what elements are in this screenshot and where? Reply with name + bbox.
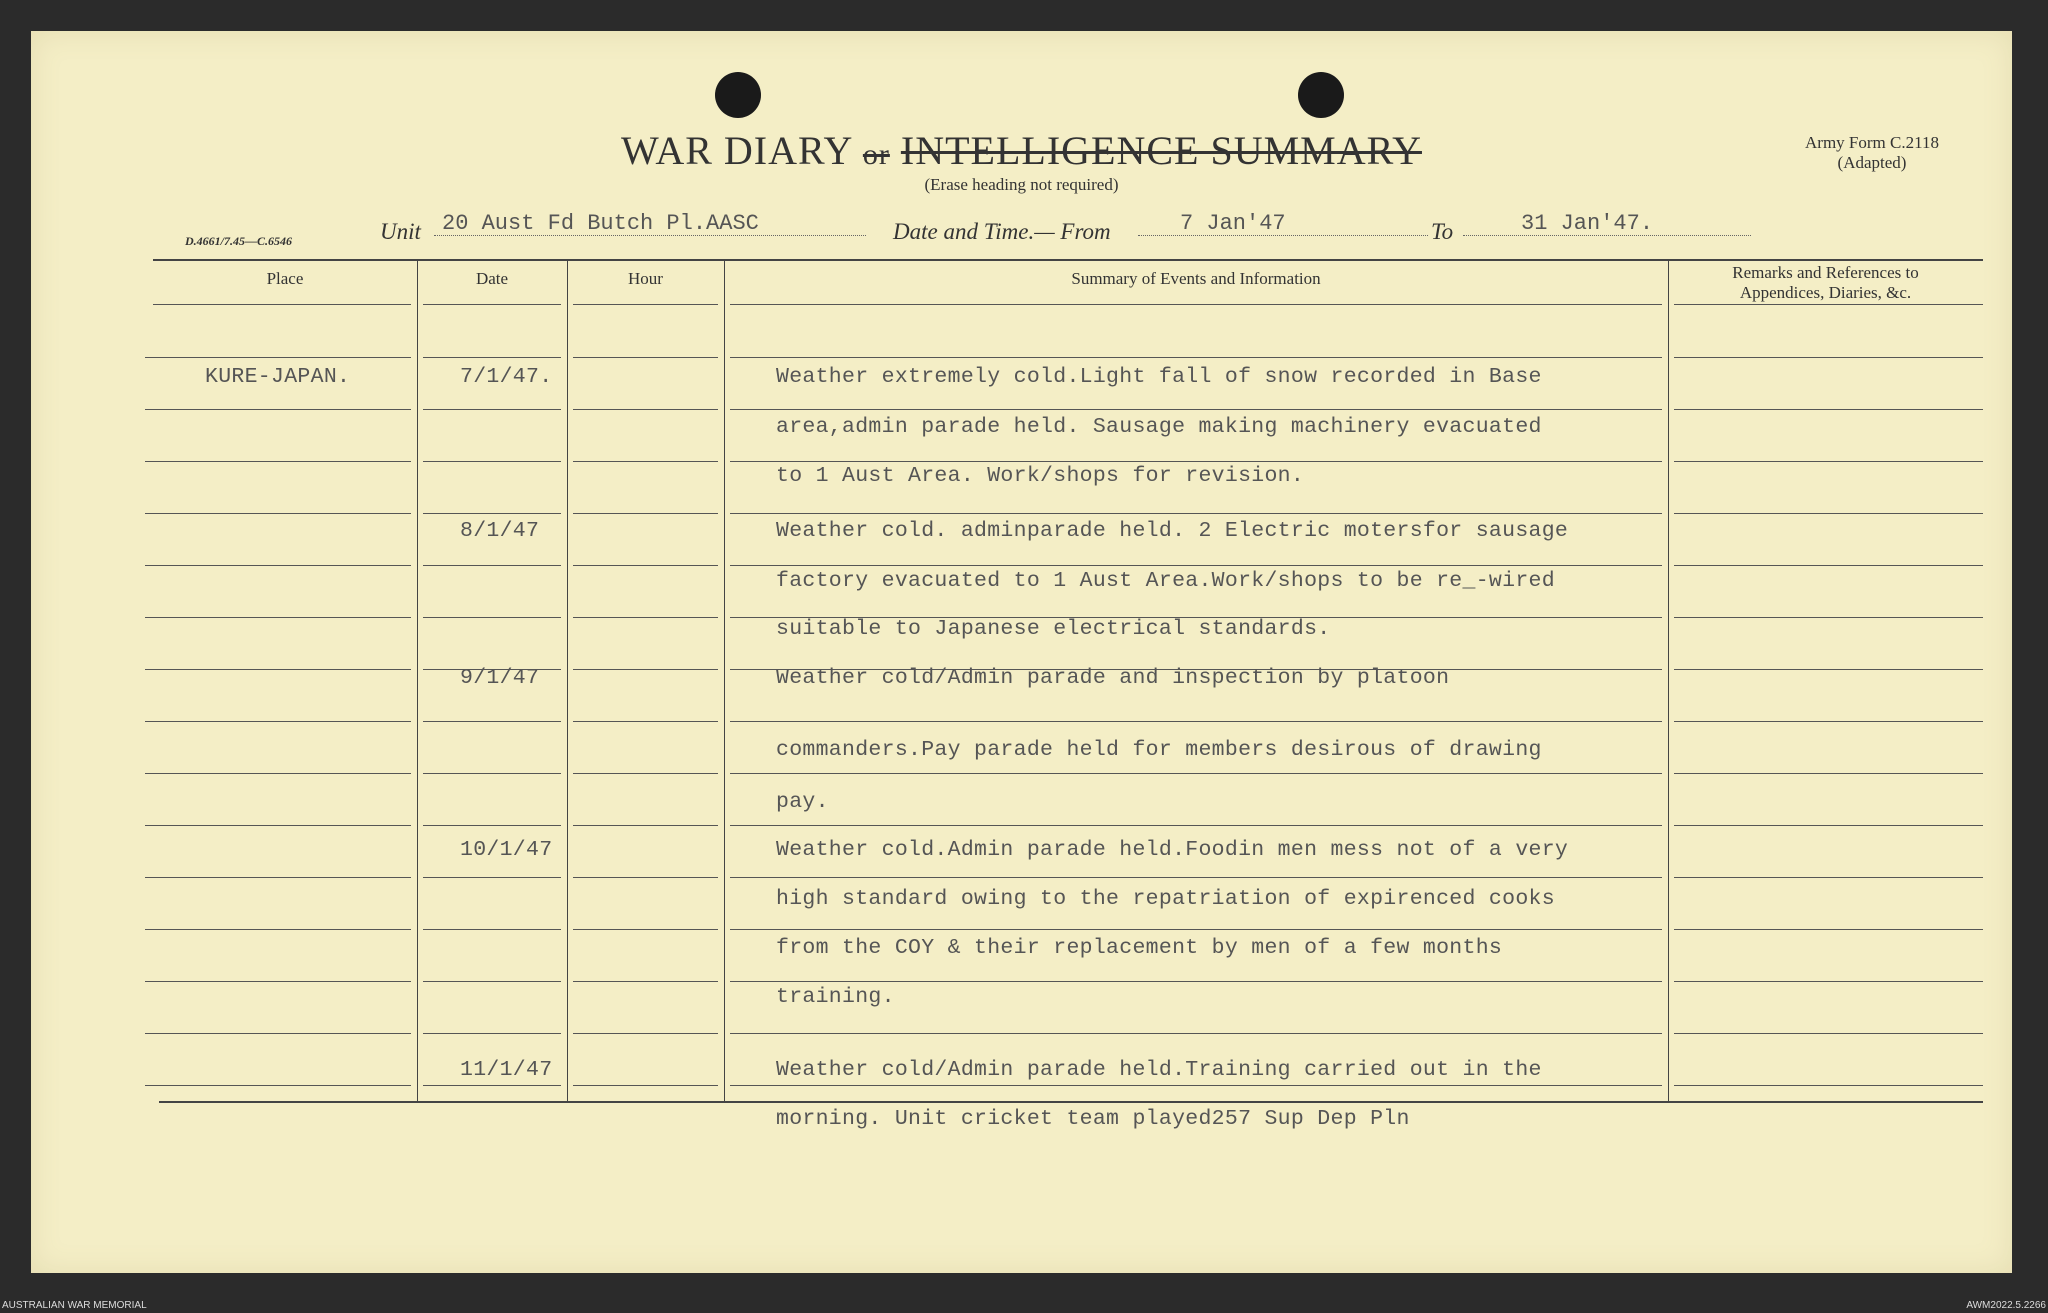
ruled-line bbox=[145, 981, 411, 982]
date-text: 11/1/47 bbox=[460, 1058, 553, 1082]
table-bottom-border bbox=[159, 1101, 1983, 1103]
army-form-number: Army Form C.2118 bbox=[1805, 133, 1939, 152]
ruled-line bbox=[145, 565, 411, 566]
ruled-line bbox=[573, 409, 718, 410]
summary-line: high standard owing to the repatriation of expirenced cooks bbox=[776, 887, 1555, 911]
summary-line: area,admin parade held. Sausage making machinery evacuated bbox=[776, 415, 1542, 439]
ruled-line bbox=[145, 617, 411, 618]
to-date-field: 31 Jan'47. bbox=[1463, 211, 1751, 236]
ruled-line bbox=[1674, 409, 1983, 410]
ruled-line bbox=[730, 409, 1662, 410]
ruled-line bbox=[1674, 357, 1983, 358]
ruled-line bbox=[1674, 461, 1983, 462]
ruled-line bbox=[145, 825, 411, 826]
ruled-line bbox=[573, 513, 718, 514]
unit-field: 20 Aust Fd Butch Pl.AASC bbox=[434, 211, 866, 236]
summary-line: training. bbox=[776, 985, 895, 1009]
ruled-line bbox=[730, 825, 1662, 826]
or-word: or bbox=[862, 138, 890, 171]
ruled-line bbox=[730, 877, 1662, 878]
ruled-line bbox=[573, 565, 718, 566]
ruled-line bbox=[730, 1033, 1662, 1034]
summary-line: Weather extremely cold.Light fall of snow recorded in Base bbox=[776, 365, 1542, 389]
ruled-line bbox=[423, 617, 561, 618]
ruled-line bbox=[1674, 513, 1983, 514]
ruled-line bbox=[1674, 721, 1983, 722]
ruled-line bbox=[423, 461, 561, 462]
col-header-date: Date bbox=[475, 269, 509, 288]
to-label: To bbox=[1431, 219, 1454, 244]
remarks-header-line1: Remarks and References to bbox=[1732, 263, 1919, 282]
page-title bbox=[31, 127, 2012, 174]
ruled-line bbox=[1674, 981, 1983, 982]
ruled-line bbox=[730, 461, 1662, 462]
form-print-code: D.4661/7.45—C.6546 bbox=[185, 234, 293, 248]
ruled-line bbox=[573, 1085, 718, 1086]
ruled-line bbox=[145, 409, 411, 410]
ruled-line bbox=[423, 565, 561, 566]
rule bbox=[153, 304, 411, 305]
ruled-line bbox=[573, 721, 718, 722]
date-text: 10/1/47 bbox=[460, 838, 553, 862]
summary-line: pay. bbox=[776, 790, 829, 814]
table-top-border bbox=[153, 259, 1983, 261]
ruled-line bbox=[573, 773, 718, 774]
date-time-label: Date and Time.— From bbox=[893, 219, 1111, 244]
footer-archive-label: AUSTRALIAN WAR MEMORIAL bbox=[2, 1300, 147, 1311]
summary-line: from the COY & their replacement by men of a few months bbox=[776, 936, 1503, 960]
date-text: 9/1/47 bbox=[460, 666, 540, 690]
ruled-line bbox=[1674, 669, 1983, 670]
punch-hole-left bbox=[715, 72, 761, 118]
ruled-line bbox=[730, 721, 1662, 722]
ruled-line bbox=[423, 981, 561, 982]
ruled-line bbox=[423, 1033, 561, 1034]
ruled-line bbox=[573, 929, 718, 930]
diary-table bbox=[153, 259, 2013, 1131]
col-header-summary: Summary of Events and Information bbox=[1071, 269, 1321, 288]
ruled-line bbox=[1674, 617, 1983, 618]
ruled-line bbox=[730, 565, 1662, 566]
war-diary-heading: WAR DIARY bbox=[621, 128, 852, 173]
war-diary-page bbox=[31, 31, 2012, 1273]
ruled-line bbox=[1674, 1033, 1983, 1034]
ruled-line bbox=[423, 877, 561, 878]
ruled-line bbox=[1674, 773, 1983, 774]
ruled-line bbox=[1674, 1085, 1983, 1086]
ruled-line bbox=[730, 1085, 1662, 1086]
ruled-line bbox=[145, 721, 411, 722]
ruled-line bbox=[145, 1085, 411, 1086]
ruled-line bbox=[423, 773, 561, 774]
ruled-line bbox=[1674, 825, 1983, 826]
place-text: KURE-JAPAN. bbox=[205, 365, 351, 389]
ruled-line bbox=[573, 877, 718, 878]
col-header-remarks bbox=[1668, 263, 1983, 303]
col-sep-date bbox=[567, 259, 568, 1101]
ruled-line bbox=[1674, 877, 1983, 878]
col-sep-place bbox=[417, 259, 418, 1101]
rule bbox=[1674, 304, 1983, 305]
ruled-line bbox=[730, 357, 1662, 358]
ruled-line bbox=[730, 773, 1662, 774]
date-text: 7/1/47. bbox=[460, 365, 553, 389]
punch-hole-right bbox=[1298, 72, 1344, 118]
col-header-place: Place bbox=[266, 269, 304, 288]
ruled-line bbox=[573, 461, 718, 462]
ruled-line bbox=[423, 825, 561, 826]
summary-line: suitable to Japanese electrical standards. bbox=[776, 617, 1331, 641]
summary-line: morning. Unit cricket team played257 Sup Dep Pln bbox=[776, 1107, 1410, 1131]
ruled-line bbox=[573, 669, 718, 670]
ruled-line bbox=[1674, 565, 1983, 566]
ruled-line bbox=[423, 721, 561, 722]
ruled-line bbox=[573, 617, 718, 618]
rule bbox=[573, 304, 718, 305]
rule bbox=[730, 304, 1662, 305]
date-text: 8/1/47 bbox=[460, 519, 540, 543]
ruled-line bbox=[145, 513, 411, 514]
summary-line: Weather cold/Admin parade and inspection by platoon bbox=[776, 666, 1450, 690]
ruled-line bbox=[145, 669, 411, 670]
intelligence-summary-heading: INTELLIGENCE SUMMARY bbox=[900, 128, 1422, 173]
ruled-line bbox=[423, 1085, 561, 1086]
ruled-line bbox=[1674, 929, 1983, 930]
remarks-header-line2: Appendices, Diaries, &c. bbox=[1739, 283, 1912, 302]
summary-line: Weather cold. adminparade held. 2 Electric motersfor sausage bbox=[776, 519, 1569, 543]
army-form-adapted: (Adapted) bbox=[1837, 153, 1907, 172]
col-header-hour: Hour bbox=[628, 269, 663, 288]
ruled-line bbox=[730, 513, 1662, 514]
summary-line: commanders.Pay parade held for members desirous of drawing bbox=[776, 738, 1542, 762]
ruled-line bbox=[573, 1033, 718, 1034]
ruled-line bbox=[730, 929, 1662, 930]
ruled-line bbox=[423, 513, 561, 514]
footer-reference-code: AWM2022.5.2266 bbox=[1966, 1300, 2046, 1311]
ruled-line bbox=[573, 981, 718, 982]
from-date-field: 7 Jan'47 bbox=[1138, 211, 1428, 236]
ruled-line bbox=[423, 357, 561, 358]
summary-line: factory evacuated to 1 Aust Area.Work/shops to be re_-wired bbox=[776, 569, 1555, 593]
ruled-line bbox=[145, 357, 411, 358]
summary-line: Weather cold.Admin parade held.Foodin men mess not of a very bbox=[776, 838, 1569, 862]
col-sep-summary bbox=[1668, 259, 1669, 1101]
ruled-line bbox=[145, 877, 411, 878]
summary-line: Weather cold/Admin parade held.Training carried out in the bbox=[776, 1058, 1542, 1082]
ruled-line bbox=[145, 929, 411, 930]
unit-label: Unit bbox=[380, 219, 421, 244]
rule bbox=[423, 304, 561, 305]
col-sep-hour bbox=[724, 259, 725, 1101]
ruled-line bbox=[145, 461, 411, 462]
ruled-line bbox=[423, 409, 561, 410]
ruled-line bbox=[423, 929, 561, 930]
ruled-line bbox=[573, 825, 718, 826]
ruled-line bbox=[730, 981, 1662, 982]
ruled-line bbox=[145, 1033, 411, 1034]
summary-line: to 1 Aust Area. Work/shops for revision. bbox=[776, 464, 1305, 488]
ruled-line bbox=[573, 357, 718, 358]
ruled-line bbox=[145, 773, 411, 774]
army-form-label bbox=[1772, 133, 1972, 173]
erase-note: (Erase heading not required) bbox=[924, 175, 1119, 194]
